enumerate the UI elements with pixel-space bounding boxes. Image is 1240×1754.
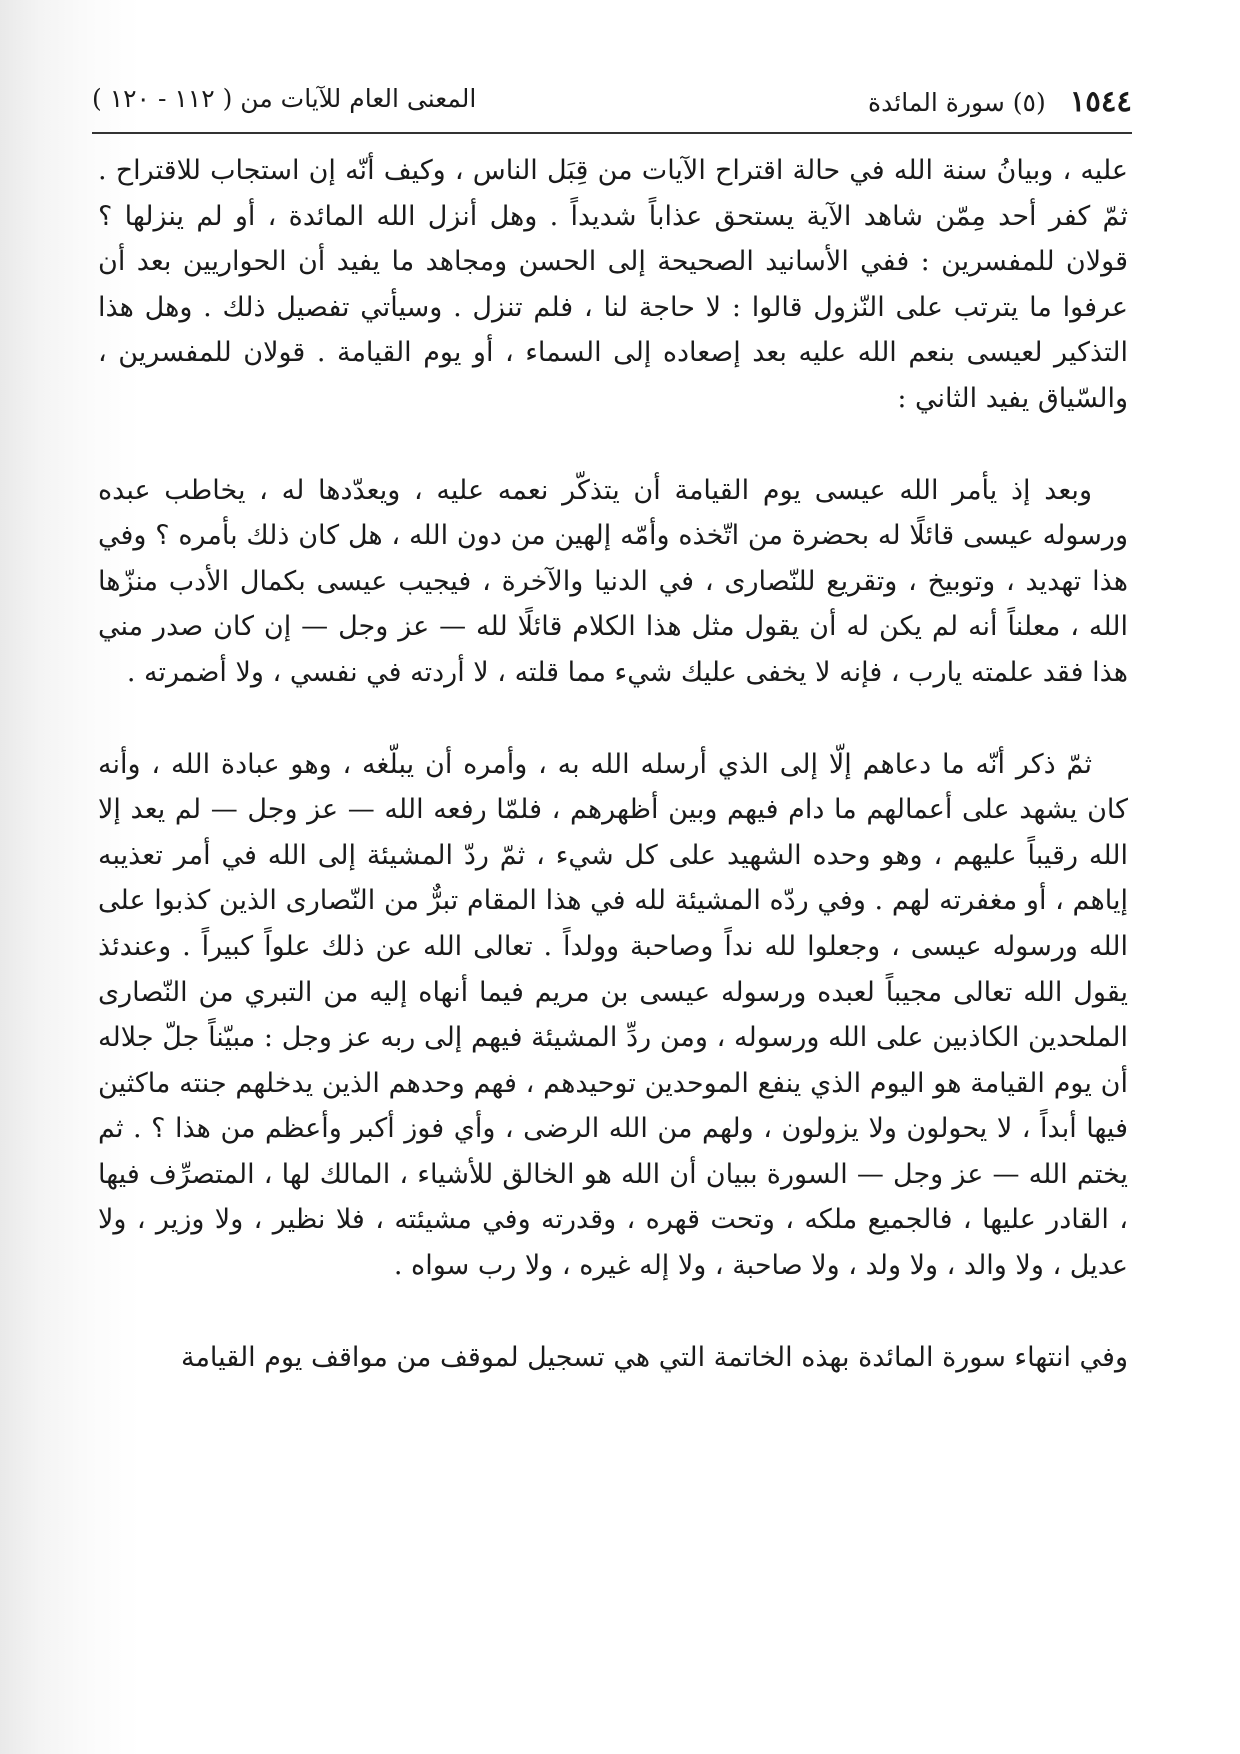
header-divider xyxy=(92,132,1132,134)
surah-name: (٥) سورة المائدة xyxy=(868,88,1046,117)
paragraph-4: وفي انتهاء سورة المائدة بهذه الخاتمة التي هي تسجيل لموقف من مواقف يوم القيامة xyxy=(180,1341,1128,1373)
body-text xyxy=(98,148,1128,1380)
paragraph-2: وبعد إذ يأمر الله عيسى يوم القيامة أن يتذكّر نعمه عليه ، ويعدّدها له ، يخاطب عبده ورسوله عيسى قائلًا له بحضرة من اتّخذه وأمّه إلهين من دون الله ، هل كان ذلك بأمره ؟ وفي هذا تهديد ، وتوبيخ ، وتقريع للنّصارى ، في الدنيا والآخرة ، فيجيب عيسى بكمال الأدب منزّها الله ، معلناً أنه لم يكن له أن يقول مثل هذا الكلام قائلًا لله — عز وجل — إن كان صدر مني هذا فقد علمته يارب ، فإنه لا يخفى عليك شيء مما قلته ، لا أردته في نفسي ، ولا أضمرته . xyxy=(98,474,1128,688)
paragraph-1: عليه ، وبيانُ سنة الله في حالة اقتراح الآيات من قِبَل الناس ، وكيف أنّه إن استجاب للاقتراح . ثمّ كفر أحد مِمّن شاهد الآية يستحق عذاباً شديداً . وهل أنزل الله المائدة ، أو لم ينزلها ؟ قولان للمفسرين : ففي الأسانيد الصحيحة إلى الحسن ومجاهد ما يفيد أن الحواريين بعد أن عرفوا ما يترتب على النّزول قالوا : لا حاجة لنا ، فلم تنزل . وسيأتي تفصيل ذلك . وهل هذا التذكير لعيسى بنعم الله عليه بعد إصعاده إلى السماء ، أو يوم القيامة . قولان للمفسرين ، والسّياق يفيد الثاني : xyxy=(98,155,1128,414)
paragraph-3: ثمّ ذكر أنّه ما دعاهم إلّا إلى الذي أرسله الله به ، وأمره أن يبلّغه ، وهو عبادة الله ، وأنه كان يشهد على أعمالهم ما دام فيهم وبين أظهرهم ، فلمّا رفعه الله — عز وجل — لم يعد إلا الله رقيباً عليهم ، وهو وحده الشهيد على كل شيء ، ثمّ ردّ المشيئة إلى الله في أمر تعذيبه إياهم ، أو مغفرته لهم . وفي ردّه المشيئة لله في هذا المقام تبرٌّ من النّصارى الذين كذبوا على الله ورسوله عيسى ، وجعلوا لله نداً وصاحبة وولداً . تعالى الله عن ذلك علواً كبيراً . وعندئذ يقول الله تعالى مجيباً لعبده ورسوله عيسى بن مريم فيما أنهاه إليه من التبري من النّصارى الملحدين الكاذبين على الله ورسوله ، ومن ردِّ المشيئة فيهم إلى ربه عز وجل : مبيّناً جلّ جلاله أن يوم القيامة هو اليوم الذي ينفع الموحدين توحيدهم ، فهم وحدهم الذين يدخلهم جنته ماكثين فيها أبداً ، لا يحولون ولا يزولون ، ولهم من الله الرضى ، وأي فوز أكبر وأعظم من هذا ؟ . ثم يختم الله — عز وجل — السورة ببيان أن الله هو الخالق للأشياء ، المالك لها ، المتصرِّف فيها ، القادر عليها ، فالجميع ملكه ، وتحت قهره ، وقدرته وفي مشيئته ، فلا نظير ، ولا وزير ، ولا عديل ، ولا والد ، ولا ولد ، ولا صاحبة ، ولا إله غيره ، ولا رب سواه . xyxy=(98,748,1128,1282)
page-number: ١٥٤٤ xyxy=(1069,84,1132,118)
header-right xyxy=(868,84,1132,118)
running-header xyxy=(92,78,1132,124)
section-title: المعنى العام للآيات من ( ١١٢ - ١٢٠ ) xyxy=(92,84,477,113)
